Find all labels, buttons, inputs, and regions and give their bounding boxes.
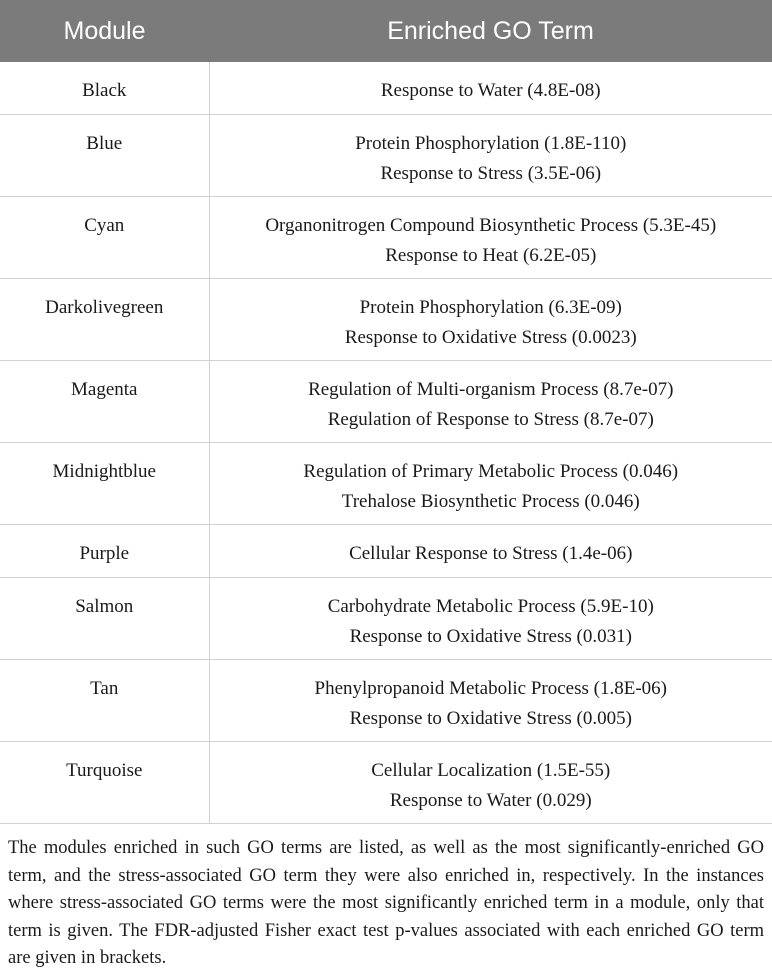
header-row [0, 0, 772, 62]
go-term: Response to Oxidative Stress (0.031) [210, 622, 772, 652]
go-term: Regulation of Multi-organism Process (8.7e-07) [210, 375, 772, 405]
go-term: Response to Oxidative Stress (0.005) [210, 704, 772, 734]
module-name: Magenta [0, 361, 209, 405]
go-term: Response to Water (0.029) [210, 786, 772, 816]
module-name: Midnightblue [0, 443, 209, 487]
module-name: Cyan [0, 197, 209, 241]
table-row [0, 197, 772, 279]
go-term: Organonitrogen Compound Biosynthetic Process (5.3E-45) [210, 211, 772, 241]
go-term: Cellular Response to Stress (1.4e-06) [210, 539, 772, 569]
module-name: Black [0, 62, 209, 106]
module-name: Tan [0, 660, 209, 704]
go-term: Response to Water (4.8E-08) [210, 76, 772, 106]
module-name: Salmon [0, 578, 209, 622]
go-term: Regulation of Response to Stress (8.7e-07) [210, 405, 772, 435]
table-row [0, 578, 772, 660]
go-term: Regulation of Primary Metabolic Process (0.046) [210, 457, 772, 487]
go-term: Response to Stress (3.5E-06) [210, 159, 772, 189]
go-term: Phenylpropanoid Metabolic Process (1.8E-06) [210, 674, 772, 704]
go-term: Protein Phosphorylation (6.3E-09) [210, 293, 772, 323]
go-term: Response to Oxidative Stress (0.0023) [210, 323, 772, 353]
go-term: Response to Heat (6.2E-05) [210, 241, 772, 271]
module-name: Purple [0, 525, 209, 569]
table-row [0, 62, 772, 115]
table-row [0, 115, 772, 197]
go-term: Carbohydrate Metabolic Process (5.9E-10) [210, 592, 772, 622]
table-row [0, 361, 772, 443]
go-term: Trehalose Biosynthetic Process (0.046) [210, 487, 772, 517]
go-term: Protein Phosphorylation (1.8E-110) [210, 129, 772, 159]
header-enriched-go-term: Enriched GO Term [209, 0, 772, 62]
table-row [0, 279, 772, 361]
table-row [0, 525, 772, 578]
header-module: Module [0, 0, 209, 62]
module-name: Turquoise [0, 742, 209, 786]
go-term: Cellular Localization (1.5E-55) [210, 756, 772, 786]
module-name: Blue [0, 115, 209, 159]
table-row [0, 742, 772, 824]
table-footnote: The modules enriched in such GO terms are listed, as well as the most significantly-enriched GO term, and the stress-associated GO term they were also enriched in, respectively. In the instances where stress-associated GO terms were the most significantly enriched term in a module, only that term is given. The FDR-adjusted Fisher exact test p-values associated with each enriched GO term are given in brackets. [0, 824, 772, 973]
table-row [0, 660, 772, 742]
module-name: Darkolivegreen [0, 279, 209, 323]
table-row [0, 443, 772, 525]
